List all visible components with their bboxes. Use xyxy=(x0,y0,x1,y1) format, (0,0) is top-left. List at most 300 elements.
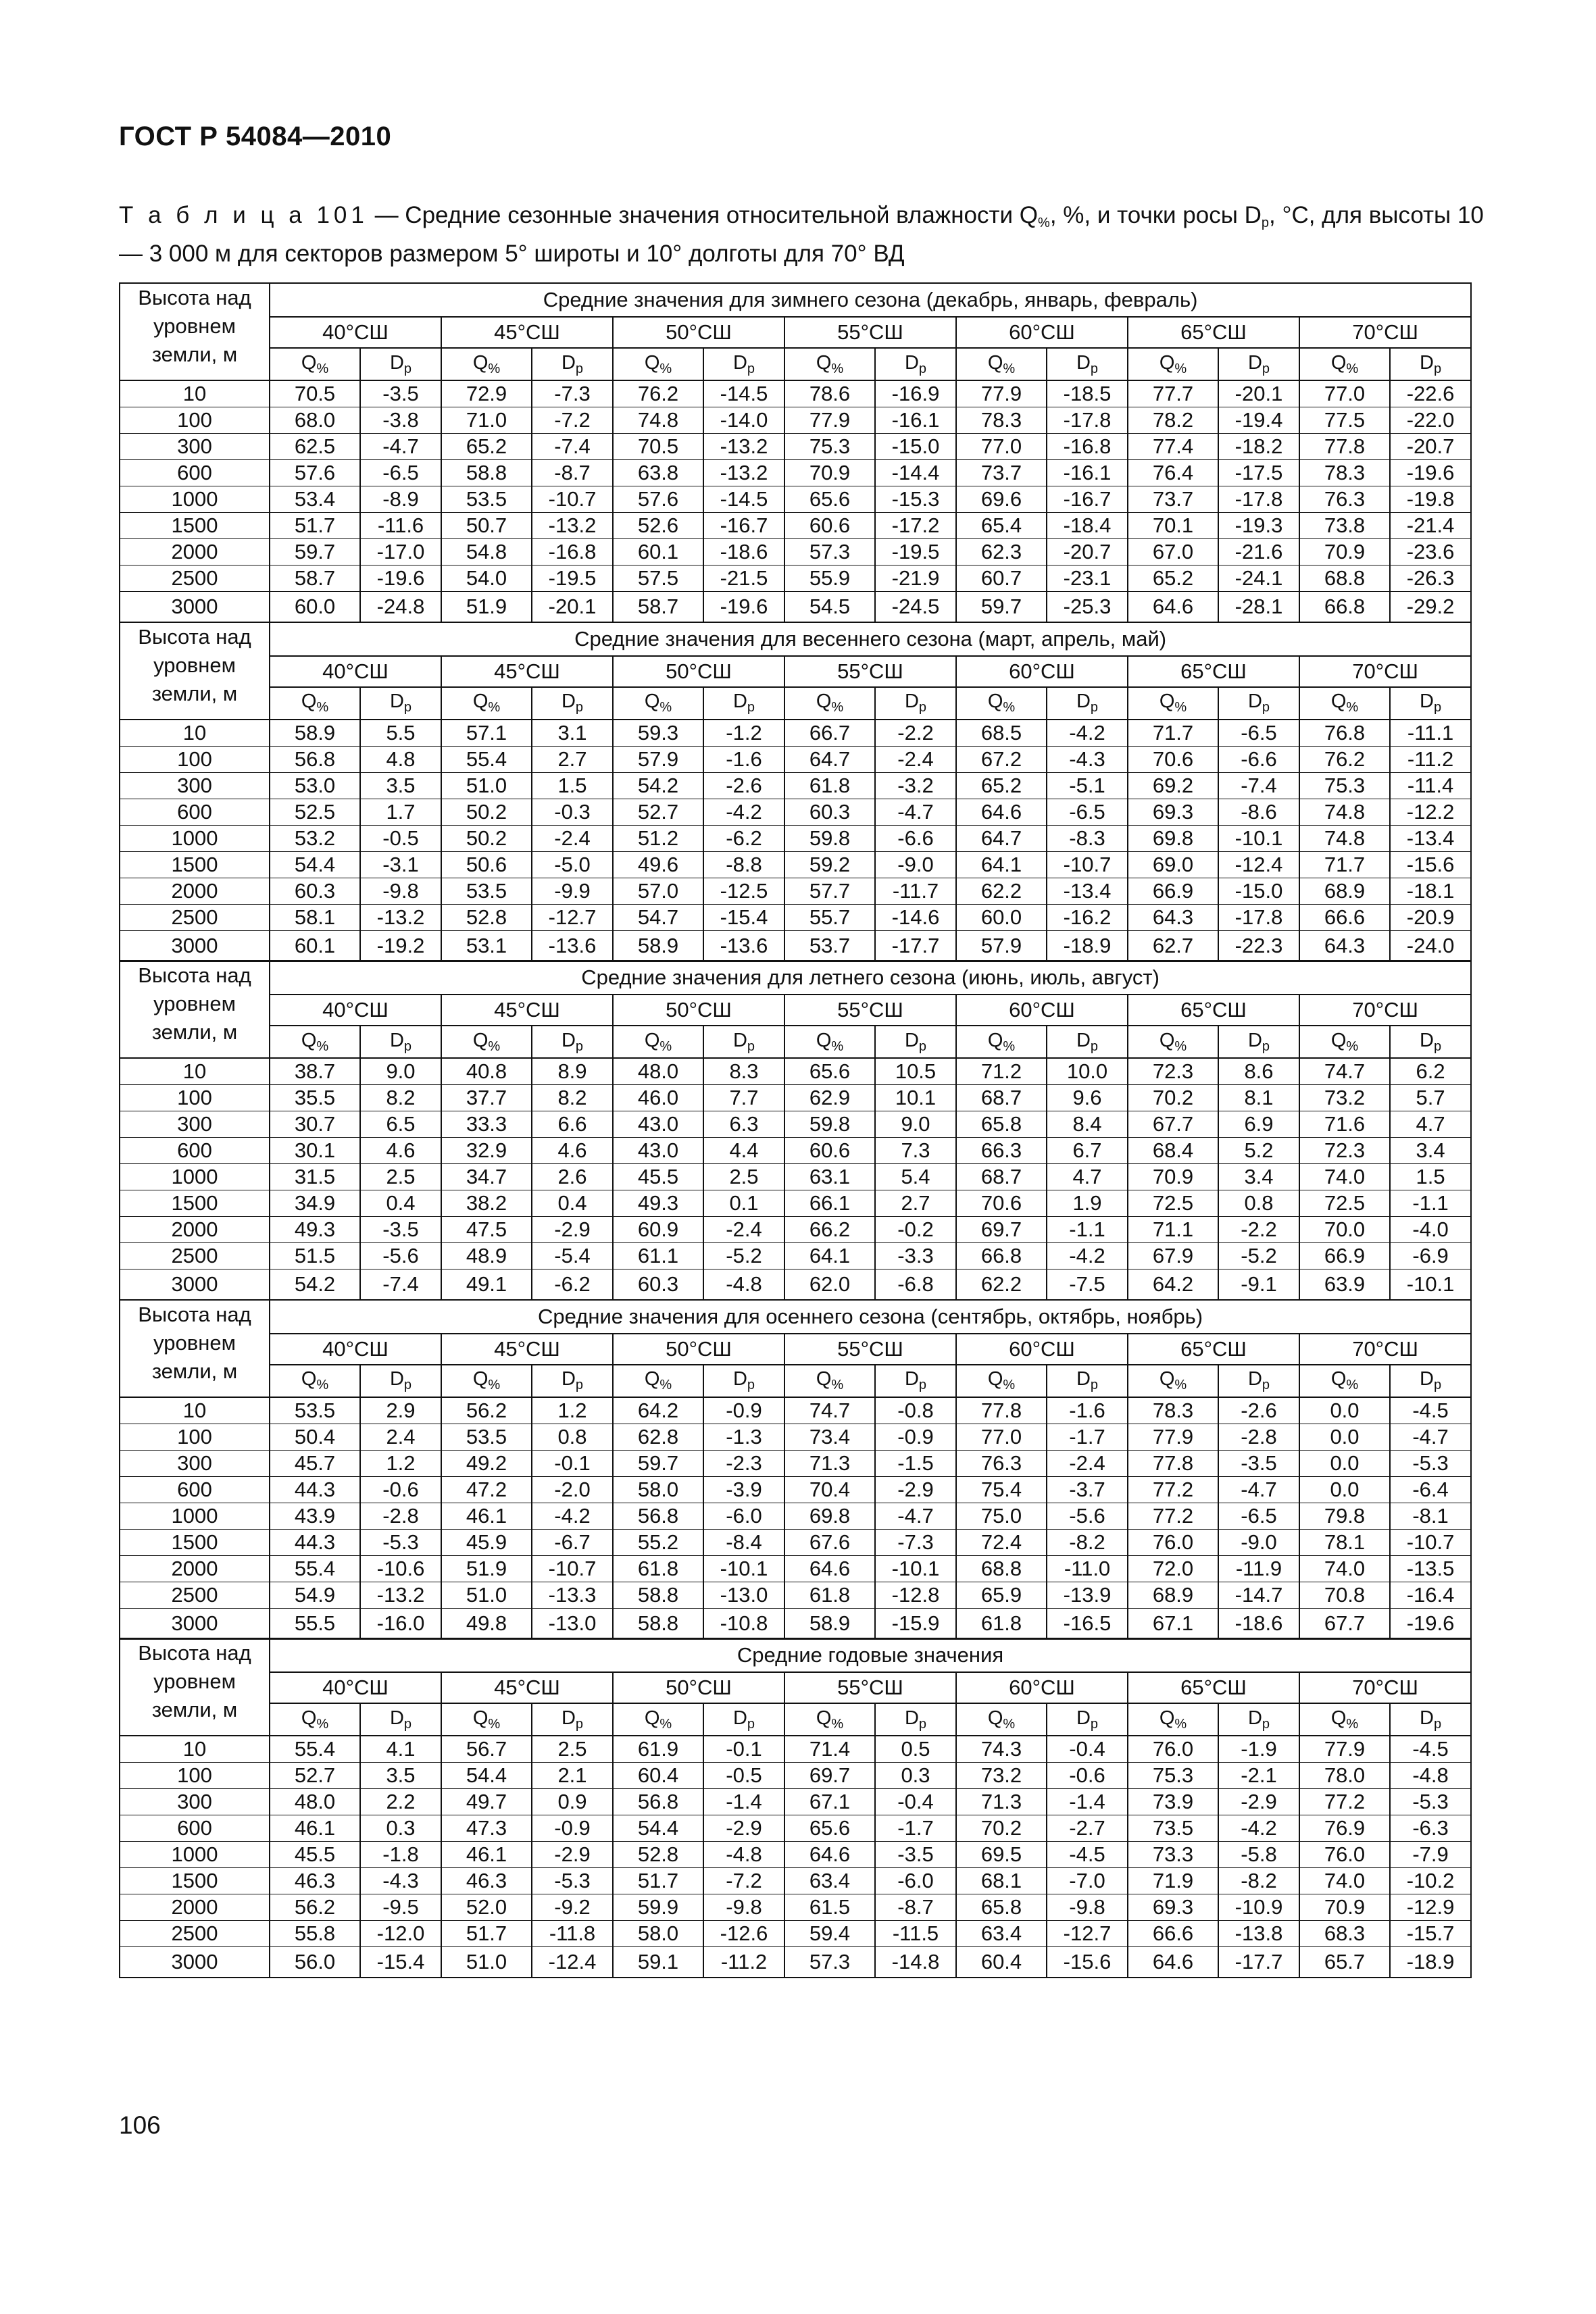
dewpoint-cell: -24.8 xyxy=(360,592,441,623)
dewpoint-cell: -14.7 xyxy=(1218,1582,1299,1608)
dewpoint-cell: -29.2 xyxy=(1390,592,1471,623)
dewpoint-cell: -10.1 xyxy=(1390,1269,1471,1301)
dewpoint-cell: -21.6 xyxy=(1218,539,1299,565)
dewpoint-header xyxy=(875,1365,956,1397)
dewpoint-cell: -6.5 xyxy=(360,460,441,486)
humidity-header-subscript: % xyxy=(316,1038,329,1054)
dewpoint-cell: -0.4 xyxy=(1047,1736,1128,1763)
dewpoint-cell: -3.5 xyxy=(1218,1450,1299,1476)
height-column-header: Высота над уровнем земли, м xyxy=(120,283,270,380)
humidity-cell: 68.0 xyxy=(270,407,360,434)
dewpoint-cell: -10.7 xyxy=(532,1555,613,1582)
header-row xyxy=(120,283,1471,317)
dewpoint-cell: -7.3 xyxy=(875,1529,956,1555)
humidity-cell: 61.5 xyxy=(784,1894,875,1921)
humidity-cell: 57.5 xyxy=(613,565,703,592)
humidity-cell: 78.1 xyxy=(1299,1529,1390,1555)
dewpoint-header-subscript: p xyxy=(1262,700,1270,715)
dewpoint-cell: 8.3 xyxy=(703,1058,784,1085)
humidity-cell: 64.1 xyxy=(784,1243,875,1269)
table-row xyxy=(120,565,1471,592)
dewpoint-cell: -1.4 xyxy=(703,1789,784,1815)
humidity-header-subscript: % xyxy=(831,1378,844,1392)
humidity-cell: 58.0 xyxy=(613,1921,703,1947)
humidity-cell: 70.5 xyxy=(613,434,703,460)
humidity-cell: 55.4 xyxy=(270,1555,360,1582)
dewpoint-header-subscript: p xyxy=(1434,700,1442,715)
humidity-cell: 59.8 xyxy=(784,1111,875,1138)
humidity-cell: 53.0 xyxy=(270,772,360,799)
humidity-cell: 66.1 xyxy=(784,1190,875,1217)
dewpoint-cell: -10.9 xyxy=(1218,1894,1299,1921)
dewpoint-header xyxy=(875,687,956,720)
humidity-cell: 53.5 xyxy=(270,1397,360,1424)
latitude-header: 65°СШ xyxy=(1128,1672,1299,1703)
humidity-header xyxy=(613,687,703,720)
humidity-cell: 53.7 xyxy=(784,930,875,961)
humidity-cell: 72.9 xyxy=(441,380,532,407)
page-number: 106 xyxy=(119,2111,161,2139)
height-cell: 1500 xyxy=(120,851,270,878)
dewpoint-cell: -15.3 xyxy=(875,486,956,513)
humidity-cell: 47.3 xyxy=(441,1815,532,1842)
humidity-cell: 63.8 xyxy=(613,460,703,486)
humidity-header-subscript: % xyxy=(1003,361,1016,376)
dewpoint-cell: -1.7 xyxy=(1047,1424,1128,1450)
humidity-cell: 74.0 xyxy=(1299,1164,1390,1190)
humidity-cell: 67.7 xyxy=(1128,1111,1218,1138)
quantity-header-row xyxy=(120,687,1471,720)
dewpoint-header xyxy=(1390,1026,1471,1058)
dewpoint-cell: -1.8 xyxy=(360,1842,441,1868)
humidity-cell: 30.1 xyxy=(270,1138,360,1164)
humidity-cell: 53.5 xyxy=(441,1424,532,1450)
dewpoint-cell: -15.7 xyxy=(1390,1921,1471,1947)
dewpoint-cell: 5.2 xyxy=(1218,1138,1299,1164)
humidity-cell: 52.6 xyxy=(613,513,703,539)
humidity-cell: 60.3 xyxy=(784,799,875,825)
table-row xyxy=(120,878,1471,904)
humidity-header-letter: Q xyxy=(816,690,832,712)
humidity-header-letter: Q xyxy=(816,351,832,374)
humidity-cell: 67.2 xyxy=(956,746,1047,772)
dewpoint-header-letter: D xyxy=(904,1029,919,1051)
table-row xyxy=(120,772,1471,799)
dewpoint-cell: -16.2 xyxy=(1047,904,1128,930)
table-row xyxy=(120,380,1471,407)
humidity-cell: 73.7 xyxy=(1128,486,1218,513)
humidity-cell: 46.1 xyxy=(441,1503,532,1529)
humidity-cell: 66.7 xyxy=(784,720,875,747)
dewpoint-cell: -20.1 xyxy=(532,592,613,623)
humidity-cell: 35.5 xyxy=(270,1085,360,1111)
document-code: ГОСТ Р 54084—2010 xyxy=(119,122,392,151)
dewpoint-cell: 2.7 xyxy=(532,746,613,772)
humidity-header-subscript: % xyxy=(659,1378,672,1392)
humidity-cell: 64.2 xyxy=(1128,1269,1218,1301)
dewpoint-header xyxy=(703,1365,784,1397)
humidity-cell: 69.0 xyxy=(1128,851,1218,878)
dewpoint-cell: 0.4 xyxy=(532,1190,613,1217)
dewpoint-cell: -16.4 xyxy=(1390,1582,1471,1608)
humidity-cell: 68.7 xyxy=(956,1085,1047,1111)
dewpoint-cell: 0.9 xyxy=(532,1789,613,1815)
dewpoint-cell: -11.9 xyxy=(1218,1555,1299,1582)
humidity-cell: 61.8 xyxy=(956,1608,1047,1639)
humidity-cell: 45.5 xyxy=(613,1164,703,1190)
humidity-cell: 48.0 xyxy=(613,1058,703,1085)
dewpoint-header-subscript: p xyxy=(918,1038,927,1054)
humidity-cell: 77.9 xyxy=(1299,1736,1390,1763)
dewpoint-header xyxy=(360,1365,441,1397)
humidity-header-letter: Q xyxy=(301,690,317,712)
humidity-cell: 61.1 xyxy=(613,1243,703,1269)
humidity-cell: 65.7 xyxy=(1299,1947,1390,1978)
height-cell: 1000 xyxy=(120,1503,270,1529)
dewpoint-cell: -6.6 xyxy=(875,825,956,851)
humidity-cell: 44.3 xyxy=(270,1476,360,1503)
dewpoint-cell: -4.2 xyxy=(1218,1815,1299,1842)
humidity-cell: 73.2 xyxy=(956,1763,1047,1789)
latitude-header: 55°СШ xyxy=(784,995,956,1026)
humidity-cell: 59.3 xyxy=(613,720,703,747)
humidity-cell: 51.0 xyxy=(441,1947,532,1978)
dewpoint-cell: -18.6 xyxy=(1218,1608,1299,1639)
humidity-cell: 58.8 xyxy=(613,1608,703,1639)
humidity-header-letter: Q xyxy=(472,1707,489,1729)
dewpoint-cell: -17.5 xyxy=(1218,460,1299,486)
dewpoint-cell: -15.0 xyxy=(875,434,956,460)
dewpoint-cell: -13.0 xyxy=(703,1582,784,1608)
humidity-header xyxy=(784,1026,875,1058)
latitude-header: 40°СШ xyxy=(270,656,441,687)
dewpoint-cell: 8.9 xyxy=(532,1058,613,1085)
humidity-cell: 75.3 xyxy=(784,434,875,460)
humidity-cell: 77.0 xyxy=(956,434,1047,460)
humidity-header xyxy=(270,1703,360,1736)
dewpoint-cell: 5.7 xyxy=(1390,1085,1471,1111)
humidity-cell: 50.6 xyxy=(441,851,532,878)
humidity-header-letter: Q xyxy=(987,690,1003,712)
humidity-cell: 69.3 xyxy=(1128,799,1218,825)
dewpoint-header-letter: D xyxy=(904,351,919,374)
dewpoint-cell: 0.3 xyxy=(875,1763,956,1789)
dewpoint-cell: -17.8 xyxy=(1218,904,1299,930)
dewpoint-cell: -23.6 xyxy=(1390,539,1471,565)
humidity-cell: 0.0 xyxy=(1299,1424,1390,1450)
dewpoint-header xyxy=(532,1365,613,1397)
dewpoint-header-subscript: p xyxy=(575,1378,584,1392)
dewpoint-cell: -16.8 xyxy=(532,539,613,565)
dewpoint-header-subscript: p xyxy=(403,1378,412,1392)
dewpoint-cell: -15.4 xyxy=(360,1947,441,1978)
dewpoint-cell: -3.2 xyxy=(875,772,956,799)
humidity-header-subscript: % xyxy=(1346,1378,1359,1392)
humidity-cell: 76.2 xyxy=(613,380,703,407)
humidity-cell: 64.6 xyxy=(1128,1947,1218,1978)
dewpoint-cell: -13.0 xyxy=(532,1608,613,1639)
dewpoint-cell: -7.4 xyxy=(360,1269,441,1301)
dewpoint-header xyxy=(360,1026,441,1058)
humidity-dewpoint-table xyxy=(119,282,1470,1978)
latitude-header: 50°СШ xyxy=(613,656,784,687)
dewpoint-cell: -3.8 xyxy=(360,407,441,434)
humidity-cell: 78.6 xyxy=(784,380,875,407)
latitude-header-row xyxy=(120,995,1471,1026)
height-cell: 2000 xyxy=(120,1555,270,1582)
dewpoint-cell: 6.9 xyxy=(1218,1111,1299,1138)
humidity-cell: 50.7 xyxy=(441,513,532,539)
dewpoint-cell: 7.3 xyxy=(875,1138,956,1164)
humidity-cell: 71.3 xyxy=(784,1450,875,1476)
latitude-header: 65°СШ xyxy=(1128,1334,1299,1365)
dewpoint-header-letter: D xyxy=(1420,1368,1434,1390)
dewpoint-header-subscript: p xyxy=(1090,361,1099,376)
dewpoint-cell: 6.7 xyxy=(1047,1138,1128,1164)
height-cell: 10 xyxy=(120,1736,270,1763)
dewpoint-cell: 2.7 xyxy=(875,1190,956,1217)
humidity-cell: 51.2 xyxy=(613,825,703,851)
dewpoint-cell: 1.7 xyxy=(360,799,441,825)
humidity-cell: 54.4 xyxy=(270,851,360,878)
humidity-header xyxy=(956,687,1047,720)
humidity-cell: 66.6 xyxy=(1128,1921,1218,1947)
dewpoint-cell: 9.6 xyxy=(1047,1085,1128,1111)
height-cell: 600 xyxy=(120,1476,270,1503)
humidity-header xyxy=(1299,687,1390,720)
humidity-cell: 72.3 xyxy=(1299,1138,1390,1164)
humidity-cell: 68.5 xyxy=(956,720,1047,747)
dewpoint-header-letter: D xyxy=(1420,351,1434,374)
humidity-cell: 57.9 xyxy=(613,746,703,772)
humidity-cell: 52.7 xyxy=(613,799,703,825)
caption-sub-a: % xyxy=(1038,216,1050,230)
table-row xyxy=(120,1921,1471,1947)
dewpoint-cell: -8.4 xyxy=(703,1529,784,1555)
dewpoint-cell: -19.4 xyxy=(1218,407,1299,434)
dewpoint-cell: -18.6 xyxy=(703,539,784,565)
dewpoint-cell: -12.4 xyxy=(532,1947,613,1978)
humidity-cell: 66.2 xyxy=(784,1217,875,1243)
dewpoint-cell: -7.2 xyxy=(532,407,613,434)
dewpoint-cell: -1.2 xyxy=(703,720,784,747)
humidity-cell: 59.1 xyxy=(613,1947,703,1978)
table-row xyxy=(120,1763,1471,1789)
latitude-header: 70°СШ xyxy=(1299,1334,1471,1365)
dewpoint-cell: -2.3 xyxy=(703,1450,784,1476)
dewpoint-cell: -0.9 xyxy=(703,1397,784,1424)
latitude-header: 45°СШ xyxy=(441,1334,613,1365)
humidity-header-subscript: % xyxy=(316,1378,329,1392)
caption-text-a: — Средние сезонные значения относительной влажности Q xyxy=(368,202,1039,228)
humidity-header-subscript: % xyxy=(488,1038,501,1054)
header-row xyxy=(120,961,1471,995)
latitude-header: 70°СШ xyxy=(1299,1672,1471,1703)
dewpoint-cell: 2.5 xyxy=(360,1164,441,1190)
height-cell: 2000 xyxy=(120,878,270,904)
dewpoint-header-letter: D xyxy=(904,1368,919,1390)
humidity-header-subscript: % xyxy=(1174,1038,1187,1054)
dewpoint-header xyxy=(1047,1365,1128,1397)
humidity-cell: 67.1 xyxy=(784,1789,875,1815)
humidity-cell: 49.3 xyxy=(270,1217,360,1243)
humidity-cell: 65.8 xyxy=(956,1894,1047,1921)
dewpoint-cell: 6.2 xyxy=(1390,1058,1471,1085)
humidity-cell: 52.5 xyxy=(270,799,360,825)
humidity-header xyxy=(270,1365,360,1397)
height-cell: 10 xyxy=(120,720,270,747)
latitude-header: 60°СШ xyxy=(956,995,1128,1026)
humidity-cell: 67.0 xyxy=(1128,539,1218,565)
humidity-cell: 67.7 xyxy=(1299,1608,1390,1639)
humidity-cell: 52.8 xyxy=(613,1842,703,1868)
height-cell: 3000 xyxy=(120,1269,270,1301)
table-row xyxy=(120,1842,1471,1868)
dewpoint-cell: -8.7 xyxy=(875,1894,956,1921)
dewpoint-cell: -1.3 xyxy=(703,1424,784,1450)
dewpoint-cell: -11.0 xyxy=(1047,1555,1128,1582)
dewpoint-cell: -9.0 xyxy=(875,851,956,878)
dewpoint-header xyxy=(703,1703,784,1736)
dewpoint-cell: -17.2 xyxy=(875,513,956,539)
humidity-cell: 67.9 xyxy=(1128,1243,1218,1269)
humidity-cell: 60.3 xyxy=(613,1269,703,1301)
dewpoint-header xyxy=(1047,348,1128,380)
humidity-cell: 64.3 xyxy=(1299,930,1390,961)
dewpoint-header-letter: D xyxy=(732,351,747,374)
dewpoint-cell: -17.8 xyxy=(1047,407,1128,434)
humidity-cell: 66.9 xyxy=(1299,1243,1390,1269)
dewpoint-cell: -19.2 xyxy=(360,930,441,961)
dewpoint-cell: 9.0 xyxy=(875,1111,956,1138)
latitude-header: 65°СШ xyxy=(1128,656,1299,687)
season-title: Средние значения для зимнего сезона (декабрь, январь, февраль) xyxy=(270,283,1471,317)
latitude-header-row xyxy=(120,317,1471,348)
humidity-cell: 57.6 xyxy=(613,486,703,513)
dewpoint-cell: -2.9 xyxy=(875,1476,956,1503)
humidity-cell: 71.9 xyxy=(1128,1868,1218,1894)
humidity-cell: 69.2 xyxy=(1128,772,1218,799)
humidity-cell: 51.7 xyxy=(270,513,360,539)
humidity-header xyxy=(613,1026,703,1058)
humidity-header xyxy=(1299,1365,1390,1397)
humidity-cell: 56.8 xyxy=(613,1503,703,1529)
humidity-cell: 68.9 xyxy=(1299,878,1390,904)
humidity-cell: 63.9 xyxy=(1299,1269,1390,1301)
height-cell: 10 xyxy=(120,1397,270,1424)
humidity-cell: 32.9 xyxy=(441,1138,532,1164)
dewpoint-header xyxy=(1390,1365,1471,1397)
humidity-header-subscript: % xyxy=(316,700,329,715)
dewpoint-cell: -22.0 xyxy=(1390,407,1471,434)
dewpoint-header xyxy=(1047,687,1128,720)
humidity-cell: 56.8 xyxy=(270,746,360,772)
dewpoint-cell: -2.9 xyxy=(703,1815,784,1842)
dewpoint-cell: 0.8 xyxy=(1218,1190,1299,1217)
latitude-header: 60°СШ xyxy=(956,656,1128,687)
dewpoint-cell: -2.4 xyxy=(875,746,956,772)
dewpoint-header-subscript: p xyxy=(1090,1378,1099,1392)
humidity-header-letter: Q xyxy=(644,1029,660,1051)
dewpoint-cell: -20.9 xyxy=(1390,904,1471,930)
humidity-cell: 56.7 xyxy=(441,1736,532,1763)
dewpoint-cell: -16.9 xyxy=(875,380,956,407)
humidity-cell: 57.0 xyxy=(613,878,703,904)
dewpoint-header xyxy=(532,348,613,380)
humidity-cell: 76.9 xyxy=(1299,1815,1390,1842)
dewpoint-header-subscript: p xyxy=(1090,1716,1099,1732)
dewpoint-header-subscript: p xyxy=(1433,1716,1442,1732)
height-cell: 2500 xyxy=(120,565,270,592)
humidity-header-letter: Q xyxy=(472,351,489,374)
dewpoint-cell: 2.5 xyxy=(703,1164,784,1190)
humidity-cell: 46.3 xyxy=(270,1868,360,1894)
dewpoint-header xyxy=(1390,1703,1471,1736)
dewpoint-header-letter: D xyxy=(1420,1029,1434,1051)
dewpoint-cell: 0.1 xyxy=(703,1190,784,1217)
dewpoint-header-subscript: p xyxy=(747,1038,755,1054)
dewpoint-header xyxy=(875,1703,956,1736)
humidity-cell: 71.0 xyxy=(441,407,532,434)
table-row xyxy=(120,1608,1471,1639)
dewpoint-cell: -14.5 xyxy=(703,486,784,513)
table-row xyxy=(120,1789,1471,1815)
humidity-header-letter: Q xyxy=(644,690,660,712)
dewpoint-cell: 5.4 xyxy=(875,1164,956,1190)
dewpoint-cell: 4.1 xyxy=(360,1736,441,1763)
dewpoint-header xyxy=(875,348,956,380)
dewpoint-cell: -8.2 xyxy=(1218,1868,1299,1894)
table-row xyxy=(120,1058,1471,1085)
height-cell: 1000 xyxy=(120,1164,270,1190)
humidity-cell: 73.3 xyxy=(1128,1842,1218,1868)
dewpoint-cell: -3.1 xyxy=(360,851,441,878)
humidity-cell: 70.9 xyxy=(784,460,875,486)
table-caption xyxy=(119,200,1491,270)
humidity-cell: 51.7 xyxy=(441,1921,532,1947)
dewpoint-cell: -10.6 xyxy=(360,1555,441,1582)
dewpoint-cell: 9.0 xyxy=(360,1058,441,1085)
dewpoint-cell: -12.4 xyxy=(1218,851,1299,878)
height-cell: 1500 xyxy=(120,1868,270,1894)
humidity-cell: 73.5 xyxy=(1128,1815,1218,1842)
dewpoint-cell: -9.1 xyxy=(1218,1269,1299,1301)
dewpoint-cell: -6.0 xyxy=(703,1503,784,1529)
dewpoint-header-subscript: p xyxy=(1433,361,1442,376)
dewpoint-cell: 3.4 xyxy=(1390,1138,1471,1164)
humidity-header-letter: Q xyxy=(301,1368,317,1390)
height-cell: 2500 xyxy=(120,1243,270,1269)
humidity-header-subscript: % xyxy=(316,1716,329,1732)
dewpoint-cell: 0.3 xyxy=(360,1815,441,1842)
humidity-header xyxy=(956,1026,1047,1058)
humidity-cell: 54.2 xyxy=(613,772,703,799)
humidity-header-subscript: % xyxy=(1346,700,1359,715)
humidity-cell: 64.6 xyxy=(784,1842,875,1868)
humidity-cell: 69.6 xyxy=(956,486,1047,513)
dewpoint-header-subscript: p xyxy=(1262,1716,1270,1732)
dewpoint-cell: -5.3 xyxy=(360,1529,441,1555)
dewpoint-cell: 4.7 xyxy=(1047,1164,1128,1190)
dewpoint-cell: -5.2 xyxy=(703,1243,784,1269)
dewpoint-cell: -7.4 xyxy=(532,434,613,460)
dewpoint-cell: 8.2 xyxy=(360,1085,441,1111)
dewpoint-cell: -18.1 xyxy=(1390,878,1471,904)
humidity-cell: 64.1 xyxy=(956,851,1047,878)
table-row xyxy=(120,407,1471,434)
dewpoint-header xyxy=(1047,1026,1128,1058)
humidity-cell: 73.2 xyxy=(1299,1085,1390,1111)
